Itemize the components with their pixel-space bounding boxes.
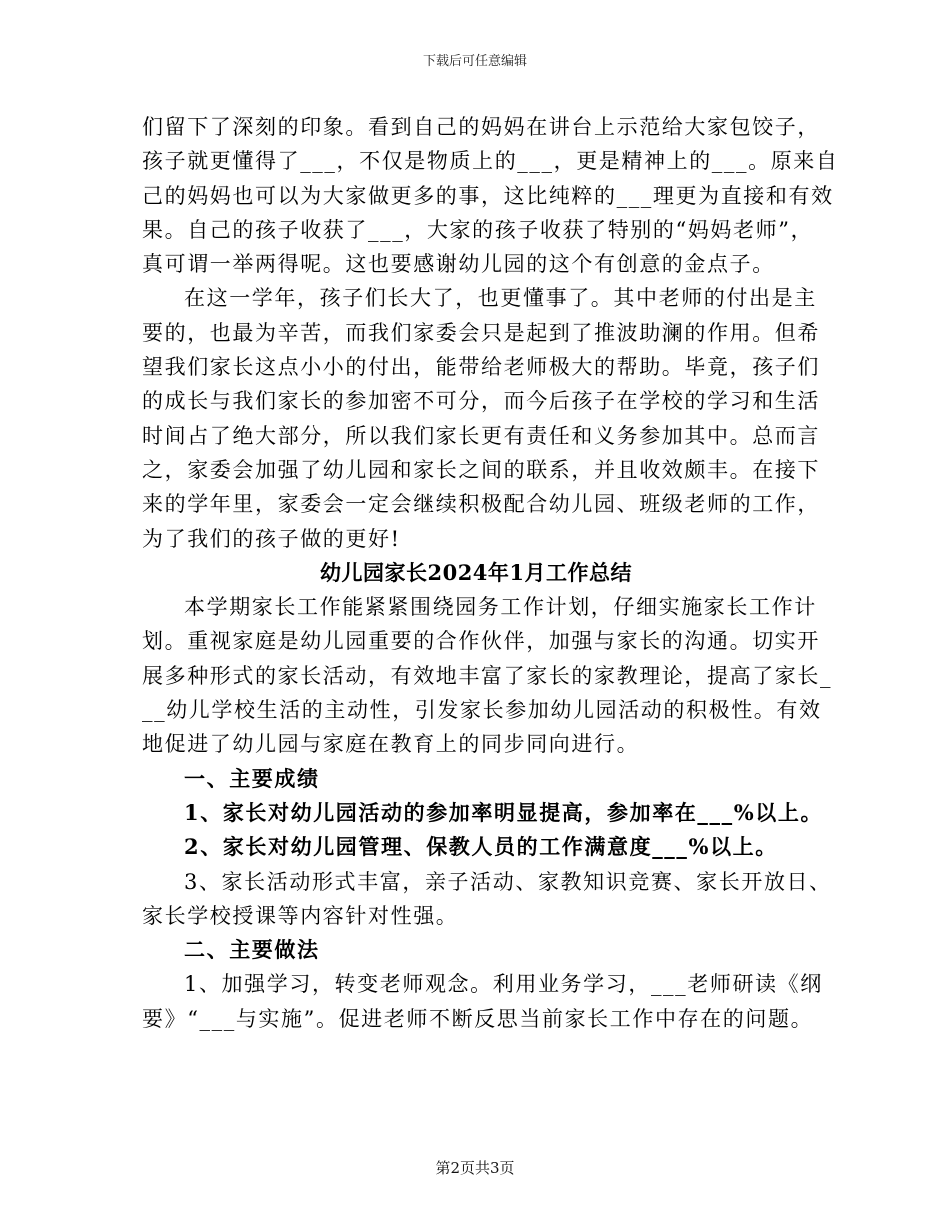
- achievement-item: 1、家长对幼儿园活动的参加率明显提高，参加率在___%以上。: [184, 799, 824, 825]
- heading-main-achievements: 一、主要成绩: [184, 765, 320, 791]
- achievement-item: 2、家长对幼儿园管理、保教人员的工作满意度___%以上。: [184, 834, 778, 860]
- body-line: 地促进了幼儿园与家庭在教育上的同步同向进行。: [142, 732, 640, 757]
- body-line: 果。自己的孩子收获了___，大家的孩子收获了特别的“妈妈老师”，: [142, 217, 814, 242]
- body-line: 要》“___与实施”。促进老师不断反思当前家长工作中存在的问题。: [142, 1006, 814, 1031]
- method-item: 1、加强学习，转变老师观念。利用业务学习，___老师研读《纲: [184, 972, 823, 997]
- body-line: 要的，也最为辛苦，而我们家委会只是起到了推波助澜的作用。但希: [142, 320, 820, 345]
- body-line: 之，家委会加强了幼儿园和家长之间的联系，并且收效颇丰。在接下: [142, 457, 820, 482]
- body-line: __幼儿学校生活的主动性，引发家长参加幼儿园活动的积极性。有效: [142, 698, 822, 723]
- body-line: 的成长与我们家长的参加密不可分，而今后孩子在学校的学习和生活: [142, 389, 820, 414]
- header-note: 下载后可任意编辑: [422, 54, 527, 69]
- paragraph-start-line: 本学期家长工作能紧紧围绕园务工作计划，仔细实施家长工作计: [184, 595, 817, 620]
- body-line: 时间占了绝大部分，所以我们家长更有责任和义务参加其中。总而言: [142, 423, 820, 448]
- achievement-item: 3、家长活动形式丰富，亲子活动、家教知识竞赛、家长开放日、: [184, 869, 832, 894]
- body-line: 孩子就更懂得了___，不仅是物质上的___，更是精神上的___。原来自: [142, 149, 839, 174]
- heading-main-methods: 二、主要做法: [184, 937, 320, 963]
- paragraph-start-line: 在这一学年，孩子们长大了，也更懂事了。其中老师的付出是主: [184, 286, 817, 311]
- body-line: 真可谓一举两得呢。这也要感谢幼儿园的这个有创意的金点子。: [142, 252, 775, 277]
- body-line: 望我们家长这点小小的付出，能带给老师极大的帮助。毕竟，孩子们: [142, 355, 820, 380]
- body-line: 划。重视家庭是幼儿园重要的合作伙伴，加强与家长的沟通。切实开: [142, 629, 820, 654]
- page-footer: 第2页共3页: [435, 1159, 515, 1177]
- body-line: 为了我们的孩子做的更好!: [142, 526, 401, 551]
- document-body: [142, 110, 839, 1036]
- body-line: 家长学校授课等内容针对性强。: [142, 903, 459, 928]
- body-line: 展多种形式的家长活动，有效地丰富了家长的家教理论，提高了家长_: [142, 663, 833, 688]
- body-line: 们留下了深刻的印象。看到自己的妈妈在讲台上示范给大家包饺子，: [142, 115, 820, 139]
- section-title: 幼儿园家长2024年1月工作总结: [319, 559, 633, 585]
- body-line: 来的学年里，家委会一定会继续积极配合幼儿园、班级老师的工作，: [142, 492, 820, 517]
- body-line: 己的妈妈也可以为大家做更多的事，这比纯粹的___理更为直接和有效: [142, 183, 834, 208]
